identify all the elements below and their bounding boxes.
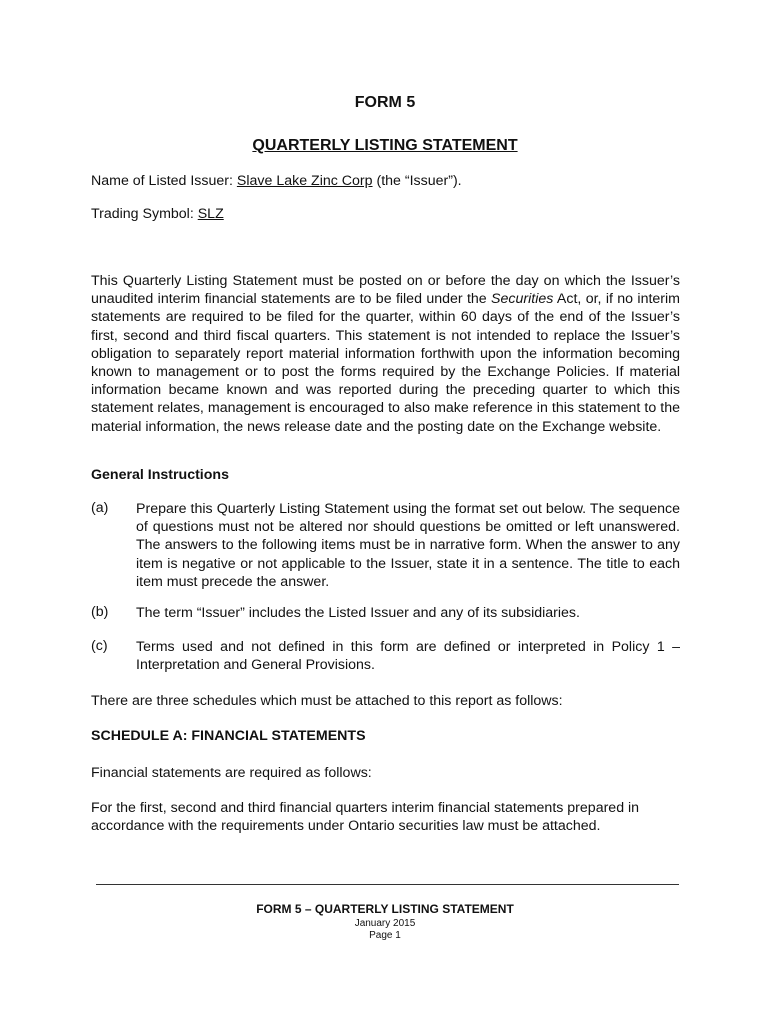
issuer-name-suffix: (the “Issuer”). (372, 173, 462, 189)
issuer-name-label: Name of Listed Issuer: (91, 173, 237, 189)
form-number: FORM 5 (354, 94, 416, 111)
issuer-name-line (91, 173, 462, 189)
schedules-intro: There are three schedules which must be attached to this report as follows: (91, 693, 563, 709)
general-instructions-heading: General Instructions (91, 467, 229, 483)
footer-title: FORM 5 – QUARTERLY LISTING STATEMENT (256, 902, 514, 916)
intro-securities-italic: Securities (491, 291, 554, 308)
financial-statements-required: Financial statements are required as follows: (91, 765, 372, 781)
financial-statements-detail: For the first, second and third financial quarters interim financial statements prepared in accordance with the requirements under Ontario securities law must be attached. (91, 800, 640, 835)
footer-page-number: Page 1 (369, 930, 401, 941)
instruction-c-text: Terms used and not defined in this form are defined or interpreted in Policy 1 – Interpretation and General Provisions. (136, 639, 680, 674)
footer-divider (96, 884, 679, 885)
instruction-c-label: (c) (91, 638, 108, 654)
trading-symbol-line (91, 206, 224, 222)
intro-paragraph (91, 272, 680, 436)
instruction-b-text: The term “Issuer” includes the Listed Issuer and any of its subsidiaries. (136, 605, 580, 621)
footer-date: January 2015 (354, 918, 416, 929)
issuer-name-value: Slave Lake Zinc Corp (236, 173, 373, 189)
instruction-a-text: Prepare this Quarterly Listing Statement using the format set out below. The sequence of questions must not be altered nor should questions be omitted or left unanswered. The answers to the following items must be in narrative form. When the answer to any item is negative or not applicable to the Issuer, state it in a sentence. The title to each item must precede the answer. (136, 501, 680, 590)
intro-text-part2: Act, or, if no interim statements are required to be filed for the quarter, within 60 days of the end of the Issuer’s first, second and third fiscal quarters. This statement is not intended to replace the Issuer’s obligation to separately report material information forthwith upon the information becoming known to management or to post the forms required by the Exchange Policies. If material information became known and was reported during the preceding quarter to which this statement relates, management is encouraged to also make reference in this statement to the material information, the news release date and the posting date on the Exchange website. (91, 291, 680, 435)
intro-text-part1: This Quarterly Listing Statement must be posted on or before the day on which the Issuer’s unaudited interim financial statements are to be filed under the (91, 273, 680, 308)
trading-symbol-value: SLZ (197, 206, 224, 222)
instruction-b-label: (b) (91, 604, 109, 620)
schedule-a-heading: SCHEDULE A: FINANCIAL STATEMENTS (91, 728, 366, 744)
trading-symbol-label: Trading Symbol: (91, 206, 198, 222)
instruction-a-label: (a) (91, 500, 109, 516)
form-title: QUARTERLY LISTING STATEMENT (252, 137, 518, 154)
